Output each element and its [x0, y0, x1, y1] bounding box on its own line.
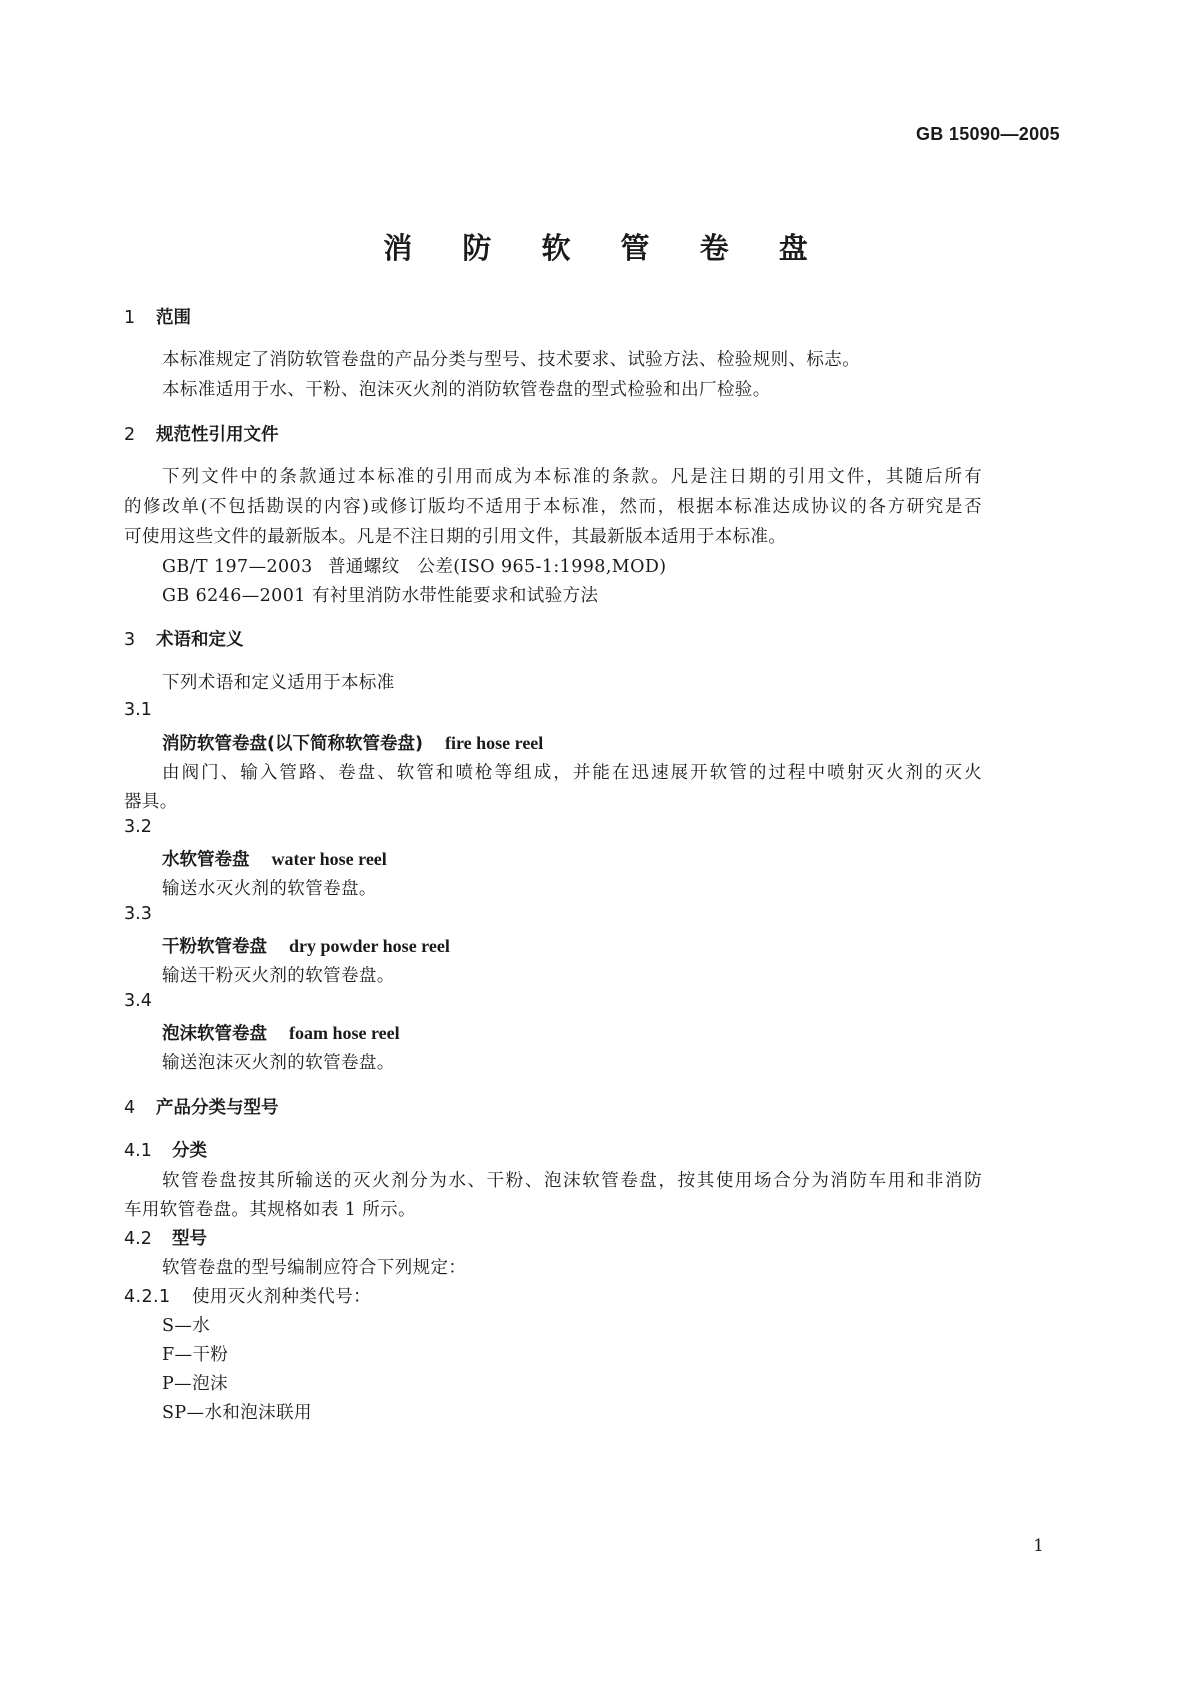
code-item: F—干粉: [162, 1345, 229, 1365]
definition-line: 器具。: [124, 792, 178, 812]
section-number: 2: [124, 425, 136, 445]
clause-4-2-1: [124, 1283, 371, 1308]
section-1-heading: [124, 304, 191, 329]
clause-number: 3.3: [124, 904, 152, 924]
clause-number: 4.2.1: [124, 1287, 171, 1307]
page-number: 1: [1033, 1536, 1044, 1556]
term-en: water hose reel: [271, 849, 387, 869]
clause-number: 3.4: [124, 991, 152, 1011]
reference-title: 有衬里消防水带性能要求和试验方法: [312, 586, 599, 606]
code-item: P—泡沫: [162, 1374, 228, 1394]
paragraph-line: 的修改单(不包括勘误的内容)或修订版均不适用于本标准，然而，根据本标准达成协议的各方研究是否: [124, 497, 982, 517]
subsection-number: 4.2: [124, 1229, 152, 1249]
paragraph-line: 可使用这些文件的最新版本。凡是不注日期的引用文件，其最新版本适用于本标准。: [124, 527, 787, 547]
section-number: 3: [124, 630, 136, 650]
code-item: SP—水和泡沫联用: [162, 1403, 312, 1423]
section-number: 1: [124, 308, 136, 328]
term-en: fire hose reel: [445, 733, 544, 753]
paragraph: 软管卷盘的型号编制应符合下列规定：: [162, 1258, 467, 1278]
reference-code: GB/T 197—2003: [162, 557, 313, 577]
section-title: 范围: [156, 308, 191, 328]
section-3-heading: [124, 626, 244, 651]
paragraph: 本标准规定了消防软管卷盘的产品分类与型号、技术要求、试验方法、检验规则、标志。: [162, 350, 861, 370]
paragraph-line: 软管卷盘按其所输送的灭火剂分为水、干粉、泡沫软管卷盘，按其使用场合分为消防车用和非消防: [162, 1171, 982, 1191]
clause-number: 3.2: [124, 817, 152, 837]
section-number: 4: [124, 1098, 136, 1118]
definition-line: 输送水灭火剂的软管卷盘。: [162, 879, 377, 899]
document-title: 消 防 软 管 卷 盘: [383, 231, 828, 265]
clause-number: 3.1: [124, 700, 152, 720]
subsection-number: 4.1: [124, 1141, 152, 1161]
reference-code: GB 6246—2001: [162, 586, 306, 606]
definition-line: 输送干粉灭火剂的软管卷盘。: [162, 966, 395, 986]
definition-line: 由阀门、输入管路、卷盘、软管和喷枪等组成，并能在迅速展开软管的过程中喷射灭火剂的灭火: [162, 763, 982, 783]
normative-reference: [162, 553, 667, 578]
subsection-4-1-heading: [124, 1137, 207, 1162]
term-cn: 水软管卷盘: [162, 850, 250, 870]
normative-reference: [162, 582, 598, 607]
term-cn: 干粉软管卷盘: [162, 937, 267, 957]
section-4-heading: [124, 1094, 279, 1119]
subsection-4-2-heading: [124, 1225, 207, 1250]
paragraph: 本标准适用于水、干粉、泡沫灭火剂的消防软管卷盘的型式检验和出厂检验。: [162, 380, 771, 400]
reference-title: 普通螺纹 公差(ISO 965-1:1998,MOD): [328, 557, 667, 577]
code-item: S—水: [162, 1316, 211, 1336]
term-cn: 消防软管卷盘(以下简称软管卷盘): [162, 734, 423, 754]
term-cn: 泡沫软管卷盘: [162, 1024, 267, 1044]
term-en: foam hose reel: [289, 1023, 400, 1043]
term-heading: [162, 730, 543, 755]
paragraph-line: 车用软管卷盘。其规格如表 1 所示。: [124, 1200, 416, 1220]
term-heading: [162, 1020, 400, 1045]
term-heading: [162, 846, 387, 871]
clause-text: 使用灭火剂种类代号：: [192, 1287, 371, 1307]
paragraph: 下列术语和定义适用于本标准: [162, 673, 395, 693]
term-en: dry powder hose reel: [289, 936, 450, 956]
standard-number: GB 15090—2005: [916, 124, 1060, 144]
section-title: 规范性引用文件: [156, 425, 279, 445]
definition-line: 输送泡沫灭火剂的软管卷盘。: [162, 1053, 395, 1073]
term-heading: [162, 933, 450, 958]
subsection-title: 型号: [172, 1229, 207, 1249]
section-2-heading: [124, 421, 279, 446]
subsection-title: 分类: [172, 1141, 207, 1161]
section-title: 产品分类与型号: [156, 1098, 279, 1118]
section-title: 术语和定义: [156, 630, 244, 650]
paragraph-line: 下列文件中的条款通过本标准的引用而成为本标准的条款。凡是注日期的引用文件，其随后所有: [162, 467, 982, 487]
